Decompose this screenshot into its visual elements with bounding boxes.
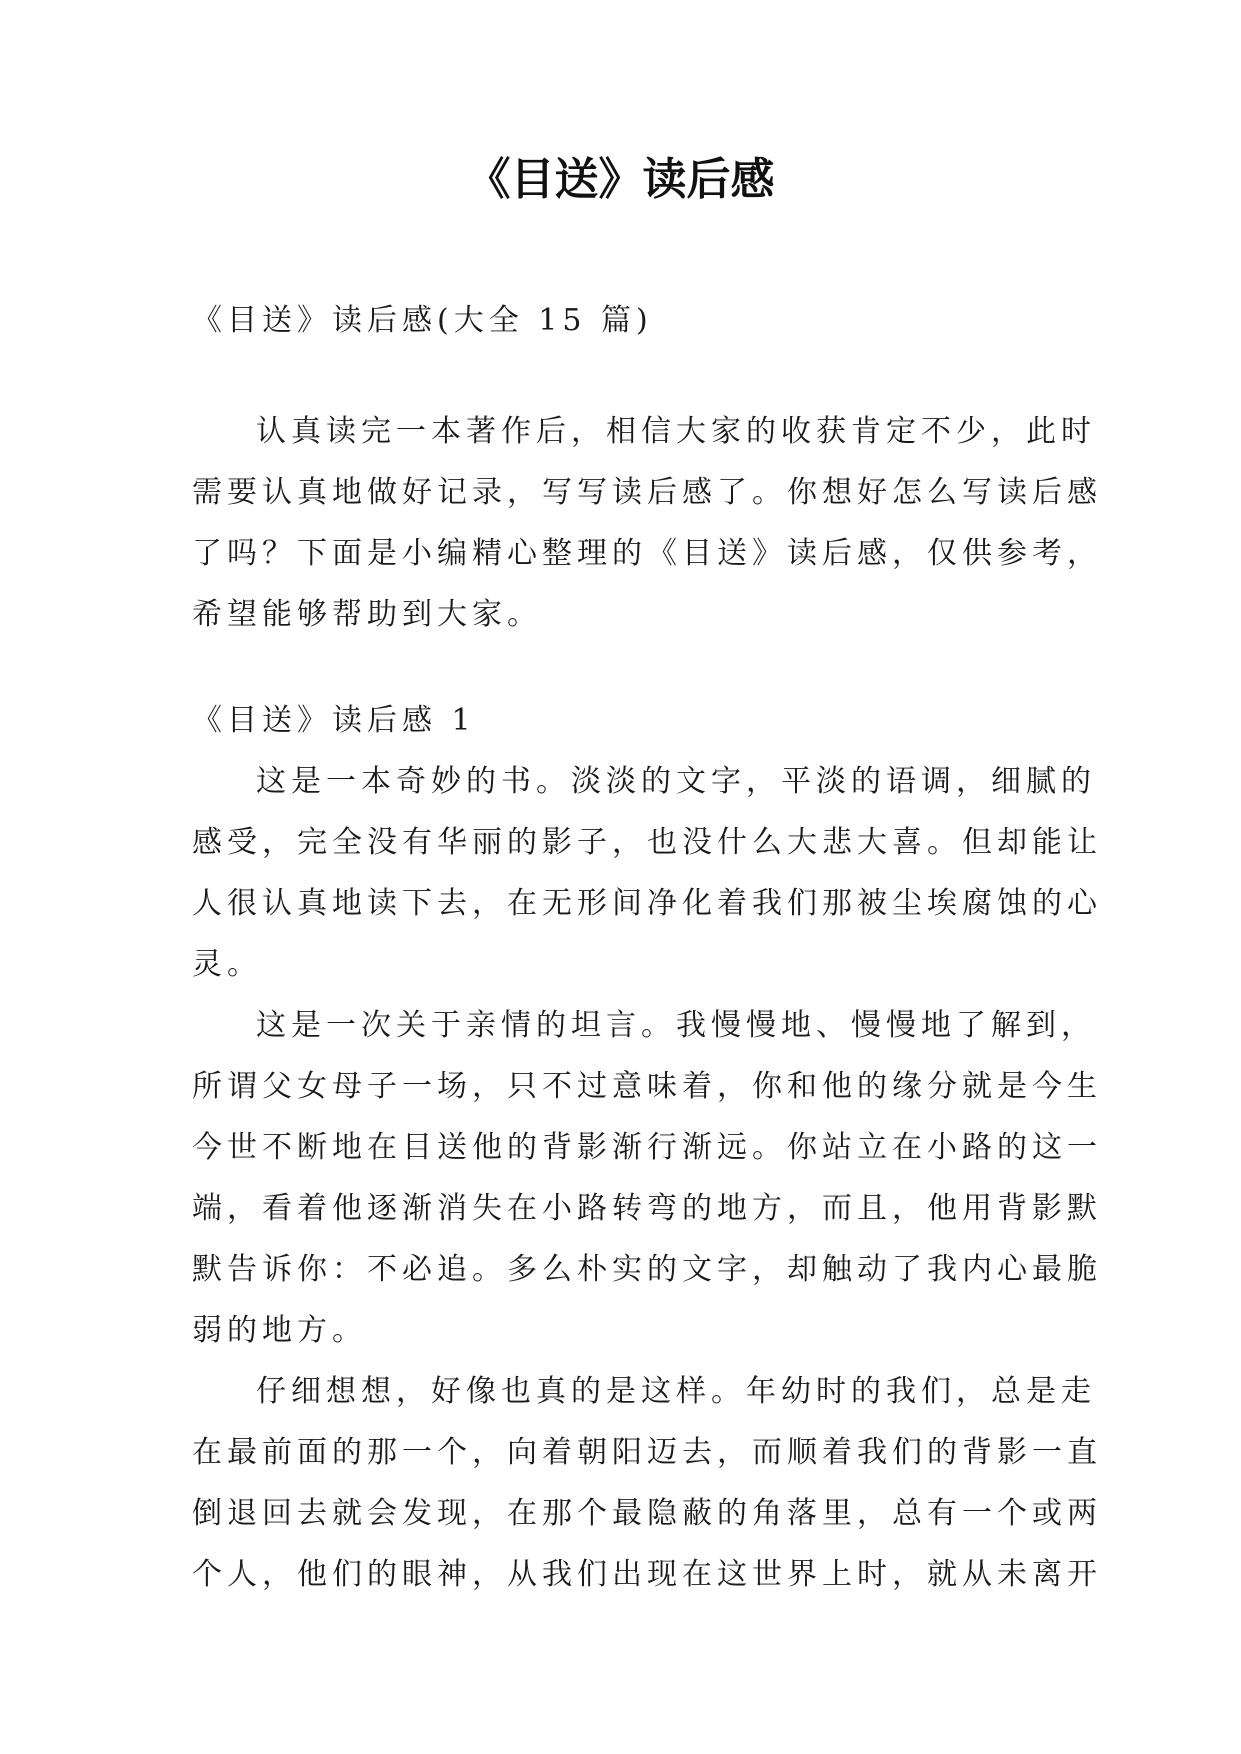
- paragraph-line: 个人，他们的眼神，从我们出现在这世界上时，就从未离开: [192, 1557, 1102, 1592]
- paragraph-line: 所谓父女母子一场，只不过意味着，你和他的缘分就是今生: [192, 1069, 1102, 1104]
- paragraph-line: 在最前面的那一个，向着朝阳迈去，而顺着我们的背影一直: [192, 1435, 1102, 1470]
- paragraph-line: 仔细想想，好像也真的是这样。年幼时的我们，总是走: [256, 1374, 1096, 1409]
- paragraph-1: [192, 751, 1102, 995]
- paragraph-line: 倒退回去就会发现，在那个最隐蔽的角落里，总有一个或两: [192, 1496, 1102, 1531]
- document-title: 《目送》读后感: [466, 154, 775, 205]
- paragraph-line: 人很认真地读下去，在无形间净化着我们那被尘埃腐蚀的心: [192, 886, 1102, 921]
- paragraph-line: 端，看着他逐渐消失在小路转弯的地方，而且，他用背影默: [192, 1191, 1102, 1226]
- intro-paragraph: [192, 401, 1102, 645]
- paragraph-line: 这是一次关于亲情的坦言。我慢慢地、慢慢地了解到，: [256, 1008, 1096, 1043]
- paragraph-line: 灵。: [192, 947, 262, 982]
- paragraph-line: 认真读完一本著作后，相信大家的收获肯定不少，此时: [256, 414, 1096, 449]
- paragraph-2: [192, 995, 1102, 1361]
- spacer: [192, 351, 1072, 401]
- paragraph-line: 希望能够帮助到大家。: [192, 597, 542, 632]
- paragraph-line: 需要认真地做好记录，写写读后感了。你想好怎么写读后感: [192, 475, 1102, 510]
- spacer: [192, 645, 1072, 690]
- document-body: [192, 290, 1102, 1605]
- paragraph-line: 今世不断地在目送他的背影渐行渐远。你站立在小路的这一: [192, 1130, 1102, 1165]
- paragraph-3: [192, 1361, 1102, 1605]
- paragraph-line: 感受，完全没有华丽的影子，也没什么大悲大喜。但却能让: [192, 825, 1102, 860]
- paragraph-line: 了吗？下面是小编精心整理的《目送》读后感，仅供参考，: [192, 536, 1102, 571]
- paragraph-line: 这是一本奇妙的书。淡淡的文字，平淡的语调，细腻的: [256, 764, 1096, 799]
- section-heading: 《目送》读后感 1: [192, 703, 476, 738]
- document-subtitle: 《目送》读后感(大全 15 篇): [192, 303, 653, 338]
- paragraph-line: 弱的地方。: [192, 1313, 367, 1348]
- paragraph-line: 默告诉你：不必追。多么朴实的文字，却触动了我内心最脆: [192, 1252, 1102, 1287]
